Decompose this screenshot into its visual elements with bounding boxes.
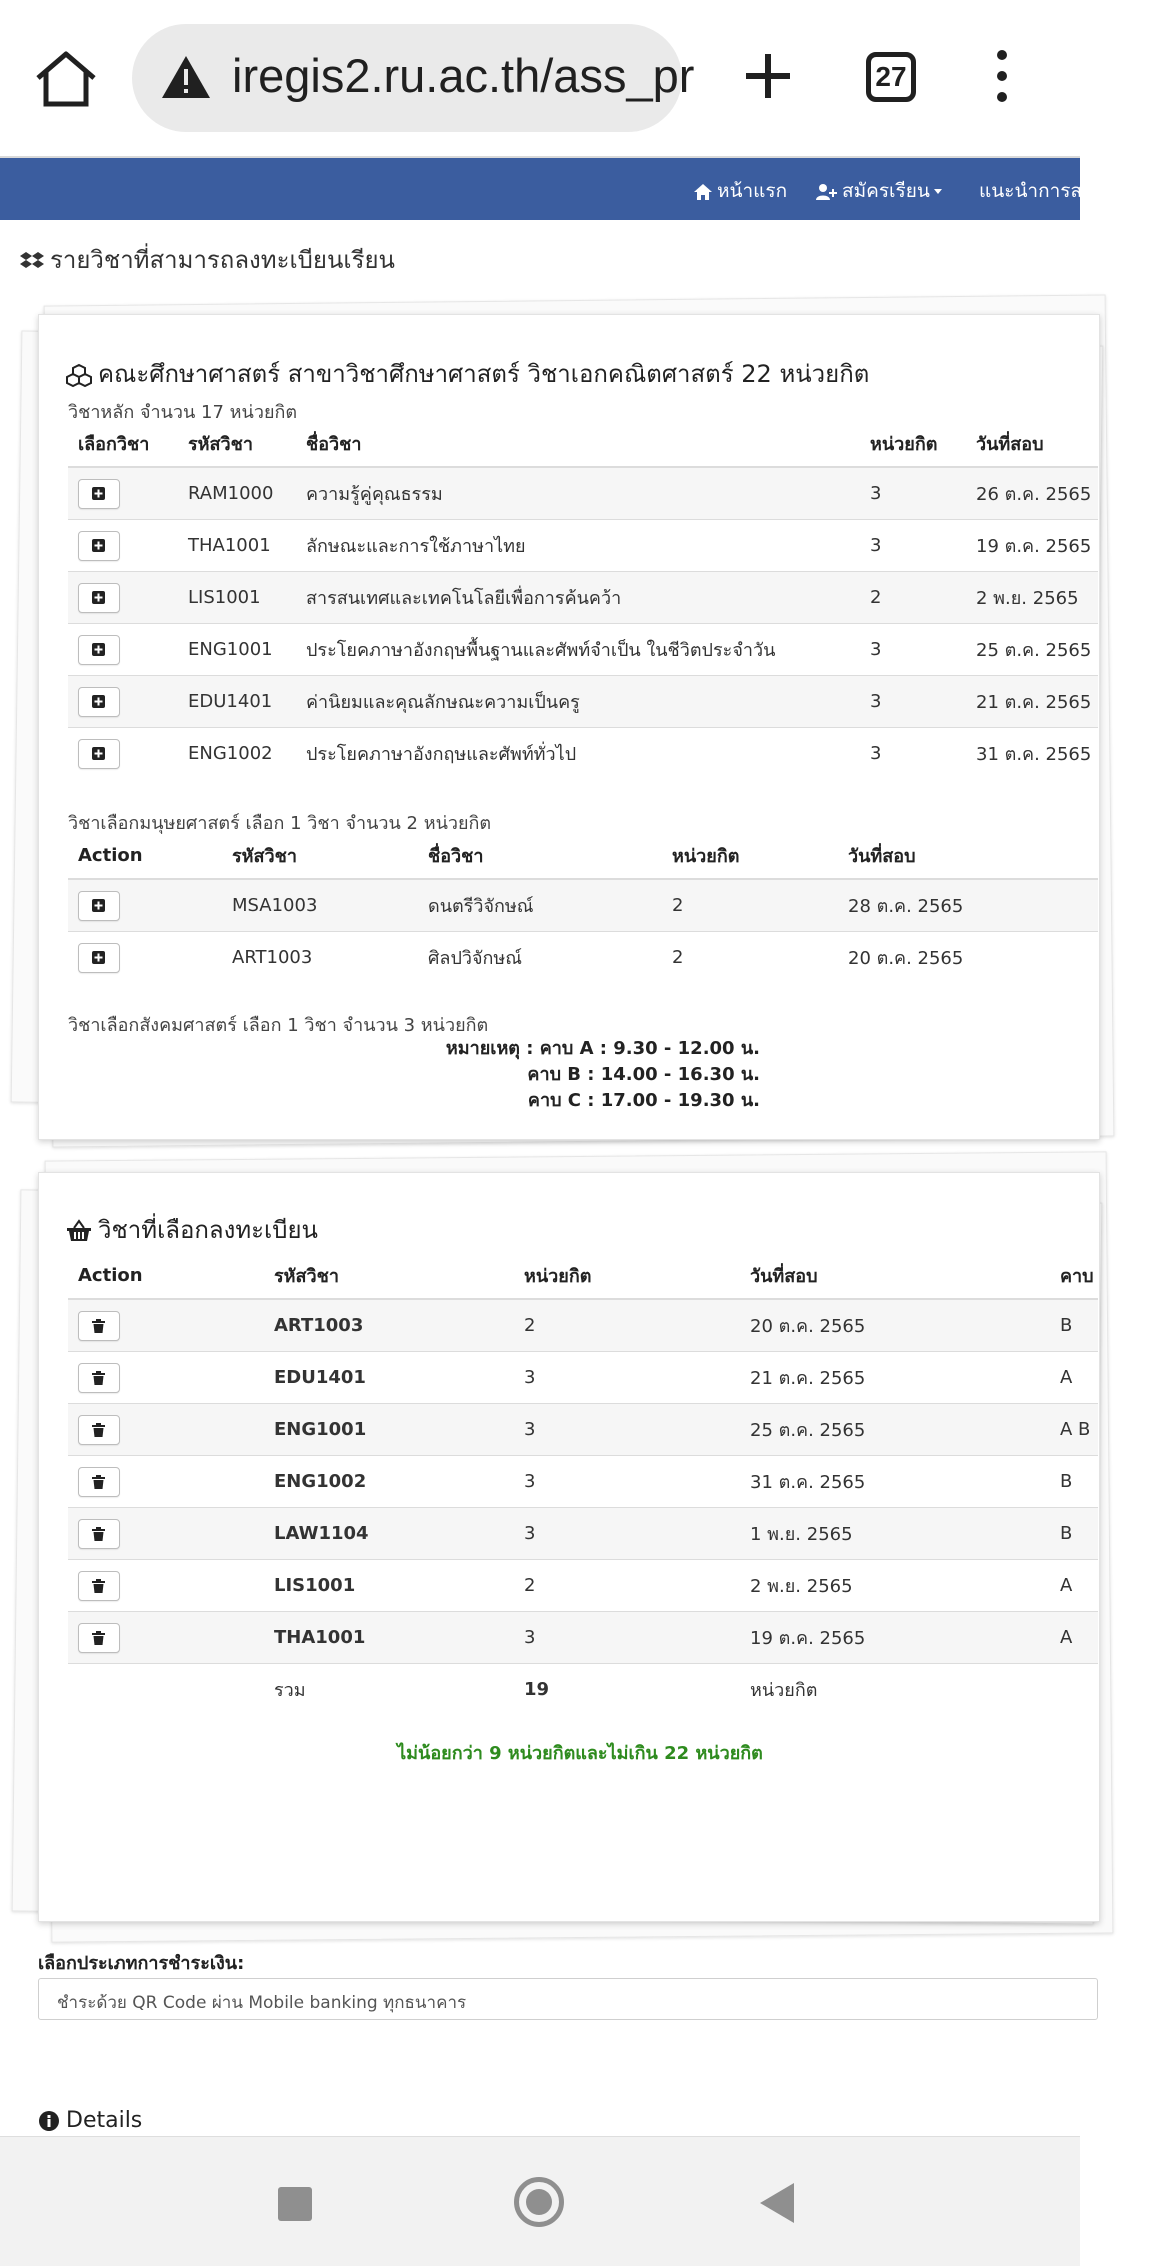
table-row: [68, 572, 1098, 624]
remove-course-button[interactable]: [78, 1571, 120, 1601]
exam-date: 21 ต.ค. 2565: [740, 1352, 1050, 1404]
details-label: Details: [66, 2108, 143, 2133]
course-credits: 3: [860, 728, 966, 780]
selected-panel-title: [66, 1210, 318, 1249]
table-header-row: [68, 1252, 1098, 1299]
course-code: LAW1104: [264, 1508, 514, 1560]
browser-toolbar: [0, 0, 1080, 158]
social-sciences-label: วิชาเลือกสังคมศาสตร์ เลือก 1 วิชา จำนวน 3 หน่วยกิต: [68, 1015, 489, 1036]
total-credits: 19: [514, 1664, 740, 1716]
course-credits: 2: [860, 572, 966, 624]
exam-period: B: [1050, 1508, 1098, 1560]
remove-course-button[interactable]: [78, 1311, 120, 1341]
exam-date: 19 ต.ค. 2565: [966, 520, 1098, 572]
credit-limit-note: ไม่น้อยกว่า 9 หน่วยกิตและไม่เกิน 22 หน่วยกิต: [397, 1743, 763, 1764]
add-course-button[interactable]: [78, 635, 120, 665]
period-note-c: คาบ C : 17.00 - 19.30 น.: [527, 1090, 760, 1111]
course-code: ENG1002: [264, 1456, 514, 1508]
course-credits: 3: [514, 1404, 740, 1456]
course-code: ART1003: [222, 932, 418, 984]
column-header: วันที่สอบ: [838, 832, 1098, 879]
column-header: คาบ: [1050, 1252, 1098, 1299]
info-circle-icon: [38, 2110, 60, 2132]
table-row: [68, 520, 1098, 572]
basket-icon: [66, 1220, 92, 1242]
course-credits: 3: [514, 1508, 740, 1560]
payment-type-select[interactable]: ชำระด้วย QR Code ผ่าน Mobile banking ทุกธนาคาร: [38, 1978, 1098, 2020]
add-course-button[interactable]: [78, 687, 120, 717]
trash-icon: [92, 1579, 105, 1593]
course-credits: 2: [514, 1299, 740, 1352]
plus-square-icon: [92, 643, 105, 656]
trash-icon: [92, 1475, 105, 1489]
total-label: รวม: [264, 1664, 514, 1716]
tab-switcher-button[interactable]: 27: [866, 52, 916, 102]
core-courses-label: วิชาหลัก จำนวน 17 หน่วยกิต: [68, 402, 298, 423]
core-courses-table: [68, 420, 1098, 779]
add-course-button[interactable]: [78, 943, 120, 973]
user-plus-icon: [816, 183, 838, 201]
column-header: หน่วยกิต: [514, 1252, 740, 1299]
table-row: [68, 1404, 1098, 1456]
column-header: หน่วยกิต: [662, 832, 838, 879]
course-name: ดนตรีวิจักษณ์: [418, 879, 662, 932]
add-course-button[interactable]: [78, 531, 120, 561]
remove-course-button[interactable]: [78, 1519, 120, 1549]
column-header: รหัสวิชา: [222, 832, 418, 879]
nav-register-label: สมัครเรียน: [842, 180, 930, 202]
add-course-button[interactable]: [78, 739, 120, 769]
nav-register-dropdown[interactable]: [816, 176, 942, 206]
table-row: [68, 1456, 1098, 1508]
table-row: [68, 467, 1098, 520]
course-code: EDU1401: [264, 1352, 514, 1404]
recent-apps-icon[interactable]: [278, 2187, 312, 2221]
remove-course-button[interactable]: [78, 1623, 120, 1653]
exam-period: A B: [1050, 1404, 1098, 1456]
column-header: Action: [68, 832, 222, 879]
plus-square-icon: [92, 591, 105, 604]
course-code: MSA1003: [222, 879, 418, 932]
total-row: [68, 1664, 1098, 1716]
table-row: [68, 1612, 1098, 1664]
exam-date: 31 ต.ค. 2565: [966, 728, 1098, 780]
nav-guide-link[interactable]: แนะนำการสมั: [979, 180, 1095, 202]
dropbox-icon: [20, 251, 44, 271]
exam-period: B: [1050, 1456, 1098, 1508]
exam-date: 21 ต.ค. 2565: [966, 676, 1098, 728]
column-header: วันที่สอบ: [966, 420, 1098, 467]
period-note-b: คาบ B : 14.00 - 16.30 น.: [527, 1064, 760, 1085]
course-code: THA1001: [264, 1612, 514, 1664]
table-row: [68, 1560, 1098, 1612]
available-panel-title-text: คณะศึกษาศาสตร์ สาขาวิชาศึกษาศาสตร์ วิชาเอกคณิตศาสตร์ 22 หน่วยกิต: [98, 360, 870, 388]
trash-icon: [92, 1371, 105, 1385]
page-title-text: รายวิชาที่สามารถลงทะเบียนเรียน: [50, 246, 395, 274]
warning-icon[interactable]: [160, 54, 212, 100]
table-row: [68, 624, 1098, 676]
house-icon: [693, 183, 713, 201]
details-toggle[interactable]: [38, 2108, 142, 2133]
course-name: ประโยคภาษาอังกฤษพื้นฐานและศัพท์จำเป็น ในชีวิตประจำวัน: [296, 624, 860, 676]
home-icon[interactable]: [32, 48, 100, 110]
exam-date: 20 ต.ค. 2565: [838, 932, 1098, 984]
exam-date: 2 พ.ย. 2565: [966, 572, 1098, 624]
add-course-button[interactable]: [78, 583, 120, 613]
plus-square-icon: [92, 487, 105, 500]
course-code: LIS1001: [264, 1560, 514, 1612]
table-row: [68, 676, 1098, 728]
exam-period: A: [1050, 1352, 1098, 1404]
remove-course-button[interactable]: [78, 1363, 120, 1393]
column-header: Action: [68, 1252, 264, 1299]
course-credits: 2: [514, 1560, 740, 1612]
course-code: THA1001: [178, 520, 296, 572]
column-header: เลือกวิชา: [68, 420, 178, 467]
column-header: รหัสวิชา: [264, 1252, 514, 1299]
course-credits: 3: [514, 1456, 740, 1508]
address-bar[interactable]: [132, 24, 695, 132]
selected-courses-table: [68, 1252, 1098, 1715]
nav-home-label: หน้าแรก: [717, 180, 788, 202]
course-name: สารสนเทศและเทคโนโลยีเพื่อการค้นคว้า: [296, 572, 860, 624]
remove-course-button[interactable]: [78, 1467, 120, 1497]
course-credits: 3: [860, 520, 966, 572]
table-header-row: [68, 832, 1098, 879]
remove-course-button[interactable]: [78, 1415, 120, 1445]
course-code: LIS1001: [178, 572, 296, 624]
selected-panel-title-text: วิชาที่เลือกลงทะเบียน: [98, 1216, 318, 1244]
trash-icon: [92, 1423, 105, 1437]
plus-square-icon: [92, 695, 105, 708]
course-code: ART1003: [264, 1299, 514, 1352]
exam-date: 28 ต.ค. 2565: [838, 879, 1098, 932]
new-tab-icon[interactable]: [740, 48, 796, 104]
exam-date: 1 พ.ย. 2565: [740, 1508, 1050, 1560]
plus-square-icon: [92, 747, 105, 760]
exam-date: 19 ต.ค. 2565: [740, 1612, 1050, 1664]
column-header: วันที่สอบ: [740, 1252, 1050, 1299]
cubes-icon: [66, 364, 92, 386]
url-text[interactable]: iregis2.ru.ac.th/ass_pr: [232, 49, 695, 102]
course-credits: 3: [514, 1352, 740, 1404]
exam-period: A: [1050, 1612, 1098, 1664]
page-title: [20, 240, 395, 279]
course-code: ENG1002: [178, 728, 296, 780]
total-unit: หน่วยกิต: [740, 1664, 1050, 1716]
course-code: EDU1401: [178, 676, 296, 728]
nav-home-link[interactable]: [693, 176, 787, 206]
column-header: รหัสวิชา: [178, 420, 296, 467]
period-note-a: หมายเหตุ : คาบ A : 9.30 - 12.00 น.: [445, 1038, 760, 1059]
plus-square-icon: [92, 539, 105, 552]
course-credits: 3: [514, 1612, 740, 1664]
course-credits: 3: [860, 676, 966, 728]
exam-date: 25 ต.ค. 2565: [966, 624, 1098, 676]
course-name: ความรู้คู่คุณธรรม: [296, 467, 860, 520]
table-row: [68, 932, 1098, 984]
course-credits: 2: [662, 932, 838, 984]
table-row: [68, 1508, 1098, 1560]
column-header: ชื่อวิชา: [418, 832, 662, 879]
column-header: ชื่อวิชา: [296, 420, 860, 467]
trash-icon: [92, 1319, 105, 1333]
table-row: [68, 728, 1098, 780]
course-credits: 2: [662, 879, 838, 932]
trash-icon: [92, 1527, 105, 1541]
course-code: ENG1001: [264, 1404, 514, 1456]
course-name: ประโยคภาษาอังกฤษและศัพท์ทั่วไป: [296, 728, 860, 780]
plus-square-icon: [92, 951, 105, 964]
exam-date: 26 ต.ค. 2565: [966, 467, 1098, 520]
exam-date: 20 ต.ค. 2565: [740, 1299, 1050, 1352]
trash-icon: [92, 1631, 105, 1645]
exam-period: B: [1050, 1299, 1098, 1352]
home-circle-icon[interactable]: [514, 2177, 564, 2227]
more-menu-icon[interactable]: [990, 50, 1014, 110]
available-panel-title: [66, 354, 869, 393]
payment-type-label: เลือกประเภทการชำระเงิน:: [38, 1953, 245, 1974]
exam-date: 2 พ.ย. 2565: [740, 1560, 1050, 1612]
course-name: ลักษณะและการใช้ภาษาไทย: [296, 520, 860, 572]
column-header: หน่วยกิต: [860, 420, 966, 467]
site-navbar: [0, 158, 1095, 220]
course-name: ศิลปวิจักษณ์: [418, 932, 662, 984]
exam-date: 31 ต.ค. 2565: [740, 1456, 1050, 1508]
caret-down-icon: [934, 189, 942, 194]
table-row: [68, 1299, 1098, 1352]
course-credits: 3: [860, 467, 966, 520]
exam-period: A: [1050, 1560, 1098, 1612]
humanities-label: วิชาเลือกมนุษยศาสตร์ เลือก 1 วิชา จำนวน 2 หน่วยกิต: [68, 813, 492, 834]
table-row: [68, 879, 1098, 932]
exam-date: 25 ต.ค. 2565: [740, 1404, 1050, 1456]
plus-square-icon: [92, 899, 105, 912]
course-code: ENG1001: [178, 624, 296, 676]
table-header-row: [68, 420, 1098, 467]
system-navigation-bar: [0, 2136, 1080, 2266]
add-course-button[interactable]: [78, 479, 120, 509]
back-triangle-icon[interactable]: [760, 2183, 794, 2223]
course-credits: 3: [860, 624, 966, 676]
course-name: ค่านิยมและคุณลักษณะความเป็นครู: [296, 676, 860, 728]
table-row: [68, 1352, 1098, 1404]
course-code: RAM1000: [178, 467, 296, 520]
add-course-button[interactable]: [78, 891, 120, 921]
humanities-table: [68, 832, 1098, 983]
